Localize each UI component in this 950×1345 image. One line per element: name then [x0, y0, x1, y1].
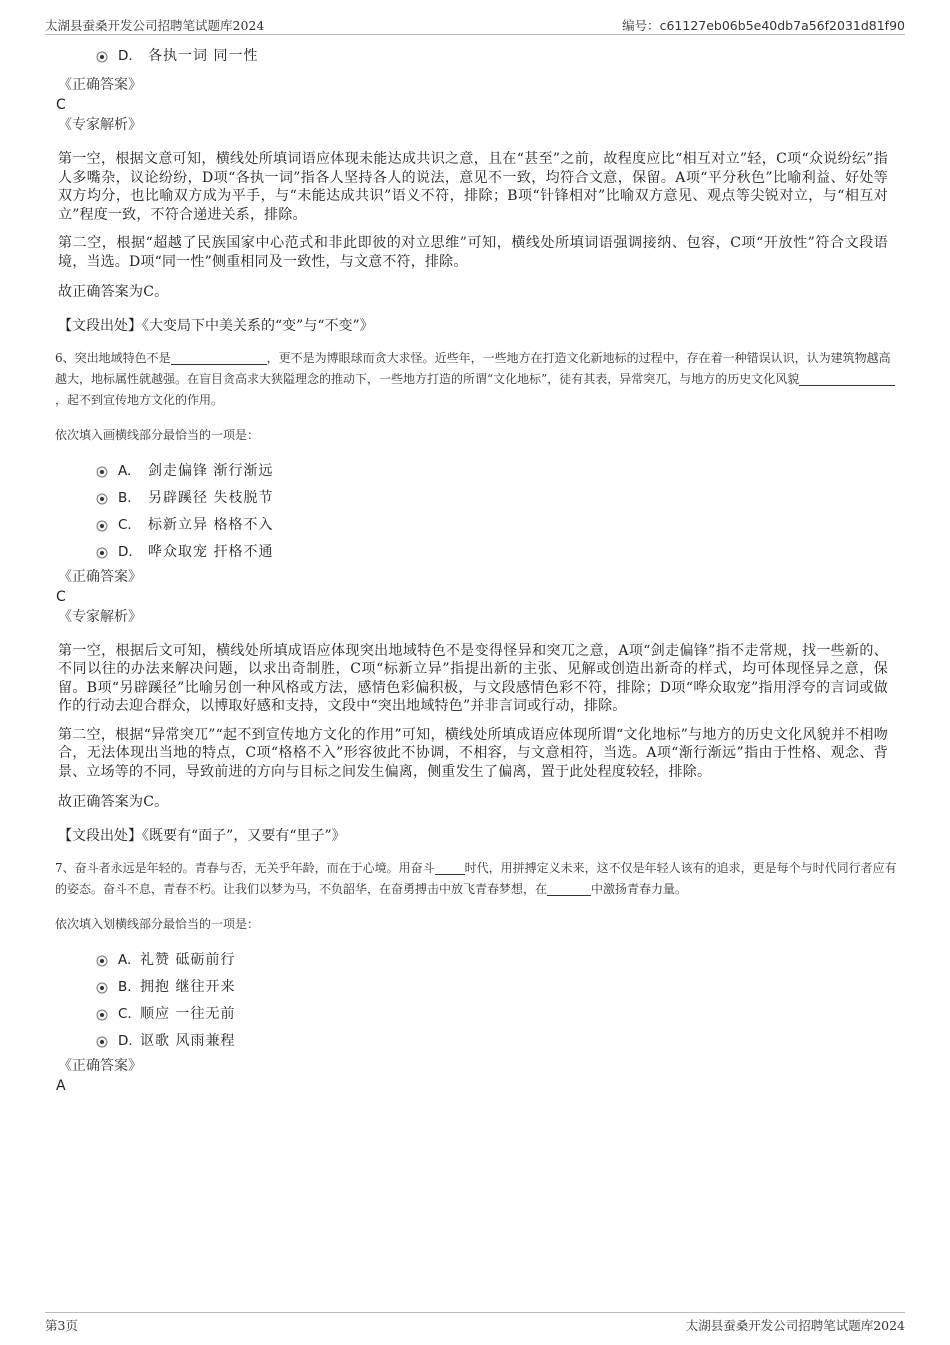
- page-content: [0, 44, 950, 1096]
- option-letter: D.: [118, 48, 133, 64]
- option-text: 各执一词 同一性: [148, 48, 259, 64]
- question-stem: 6、突出地域特色不是 ，更不是为博眼球而贪大求怪。近些年，一些地方在打造文化新地标的过程中，存在着一种错误认识，认为建筑物越高越大，地标属性就越强。在盲目贪高求大狭隘理念的推动下，一些地方打造的所谓“文化地标”，徒有其表，异常突兀，与地方的历史文化风貌，起不到宣传地方文化的作用。: [55, 348, 898, 411]
- option-text: 另辟蹊径 失枝脱节: [148, 489, 274, 506]
- option-a[interactable]: [96, 459, 950, 486]
- answer-value: C: [56, 97, 66, 113]
- fill-blank: [171, 350, 267, 365]
- option-text: 顺应 一往无前: [140, 1005, 236, 1022]
- document-id: 编号：c61127eb06b5e40db7a56f2031d81f90: [622, 18, 905, 33]
- option-letter: B.: [118, 489, 132, 506]
- question-prompt: 依次填入划横线部分最恰当的一项是：: [55, 916, 260, 931]
- source-citation: 【文段出处】《大变局下中美关系的“变”与“不变”》: [58, 317, 374, 334]
- option-c[interactable]: [96, 1002, 950, 1029]
- option-d[interactable]: [96, 1029, 950, 1056]
- radio-icon[interactable]: [96, 466, 108, 478]
- page-header: [45, 14, 905, 35]
- header-title: 太湖县蚕桑开发公司招聘笔试题库2024: [45, 18, 265, 33]
- option-b[interactable]: [96, 975, 950, 1002]
- option-letter: A.: [118, 951, 132, 968]
- answer-value: C: [56, 588, 66, 605]
- analysis-paragraph: 第二空，根据“异常突兀”“起不到宣传地方文化的作用”可知，横线处所填成语应体现所谓“文化地标”与地方的历史文化风貌并不相吻合，无法体现出当地的特点，C项“格格不入”形容彼此不协调，不相容，与文意相符，当选。A项“渐行渐远”指由于性格、观念、背景、立场等的不同，导致前进的方向与目标之间发生偏离，侧重发生了偏离，置于此处程度较轻，排除。: [58, 726, 888, 780]
- answer-label: 《正确答案》: [58, 77, 142, 93]
- option-text: 标新立异 格格不入: [148, 516, 274, 533]
- option-d[interactable]: [96, 540, 950, 567]
- option-c[interactable]: [96, 513, 950, 540]
- option-letter: D.: [118, 543, 133, 560]
- option-d[interactable]: [96, 44, 950, 71]
- radio-icon[interactable]: [96, 520, 108, 532]
- option-b[interactable]: [96, 486, 950, 513]
- radio-icon[interactable]: [96, 1009, 108, 1021]
- analysis-paragraph: 第一空，根据文意可知，横线处所填词语应体现未能达成共识之意，且在“甚至”之前，故程度应比“相互对立”轻，C项“众说纷纭”指人多嘴杂，议论纷纷，D项“各执一词”指各人坚持各人的说法，意见不一致，均符合文意，保留。A项“平分秋色”比喻利益、好处等双方均分，也比喻双方成为平手，与“未能达成共识”语义不符，排除；B项“针锋相对”比喻双方意见、观点等尖锐对立，与“相互对立”程度一致，不符合递进关系，排除。: [58, 151, 888, 223]
- source-citation: 【文段出处】《既要有“面子”，又要有“里子”》: [58, 827, 346, 844]
- option-letter: A.: [118, 462, 132, 479]
- answer-label: 《正确答案》: [58, 568, 142, 585]
- option-text: 剑走偏锋 渐行渐远: [148, 462, 274, 479]
- fill-blank: [547, 881, 591, 896]
- option-a[interactable]: [96, 948, 950, 975]
- radio-icon[interactable]: [96, 51, 108, 63]
- radio-icon[interactable]: [96, 493, 108, 505]
- fill-blank: [435, 860, 465, 875]
- option-letter: B.: [118, 978, 132, 995]
- radio-icon[interactable]: [96, 955, 108, 967]
- page-footer: [45, 1312, 905, 1333]
- footer-title: 太湖县蚕桑开发公司招聘笔试题库2024: [685, 1318, 905, 1333]
- answer-label: 《正确答案》: [58, 1057, 142, 1074]
- radio-icon[interactable]: [96, 1036, 108, 1048]
- analysis-conclusion: 故正确答案为C。: [58, 794, 169, 810]
- radio-icon[interactable]: [96, 982, 108, 994]
- question-stem: 7、奋斗者永远是年轻的。青春与否，无关乎年龄，而在于心境。用奋斗 时代，用拼搏定义未来，这不仅是年轻人该有的追求，更是每个与时代同行者应有的姿态。奋斗不息，青春不朽。让我们以梦为马，不负韶华，在奋勇搏击中放飞青春梦想，在 中激扬青春力量。: [55, 860, 897, 896]
- page-number: 第3页: [45, 1318, 78, 1333]
- fill-blank: [799, 371, 895, 386]
- option-text: 哗众取宠 扞格不通: [148, 543, 274, 560]
- answer-value: A: [56, 1077, 66, 1094]
- analysis-label: 《专家解析》: [58, 117, 142, 133]
- option-text: 拥抱 继往开来: [140, 978, 236, 995]
- analysis-label: 《专家解析》: [58, 608, 142, 625]
- analysis-paragraph: 第二空，根据“超越了民族国家中心范式和非此即彼的对立思维”可知，横线处所填词语强调接纳、包容，C项“开放性”符合文段语境，当选。D项“同一性”侧重相同及一致性，与文意不符，排除。: [58, 235, 888, 270]
- option-letter: C.: [118, 1005, 132, 1022]
- option-letter: C.: [118, 516, 132, 533]
- question-prompt: 依次填入画横线部分最恰当的一项是：: [55, 427, 260, 442]
- analysis-conclusion: 故正确答案为C。: [58, 284, 169, 300]
- option-text: 讴歌 风雨兼程: [140, 1032, 236, 1049]
- analysis-paragraph: 第一空，根据后文可知，横线处所填成语应体现突出地域特色不是变得怪异和突兀之意，A项“剑走偏锋”指不走常规，找一些新的、不同以往的办法来解决问题，以求出奇制胜，C项“标新立异”指提出新的主张、见解或创造出新奇的样式，均可体现怪异之意，保留。B项“另辟蹊径”比喻另创一种风格或方法，感情色彩偏积极，与文段感情色彩不符，排除；D项“哗众取宠”指用浮夸的言词或做作的行动去迎合群众，以博取好感和支持，文段中“突出地域特色”并非言词或行动，排除。: [58, 642, 888, 714]
- option-letter: D.: [118, 1032, 133, 1049]
- radio-icon[interactable]: [96, 547, 108, 559]
- option-text: 礼赞 砥砺前行: [140, 951, 236, 968]
